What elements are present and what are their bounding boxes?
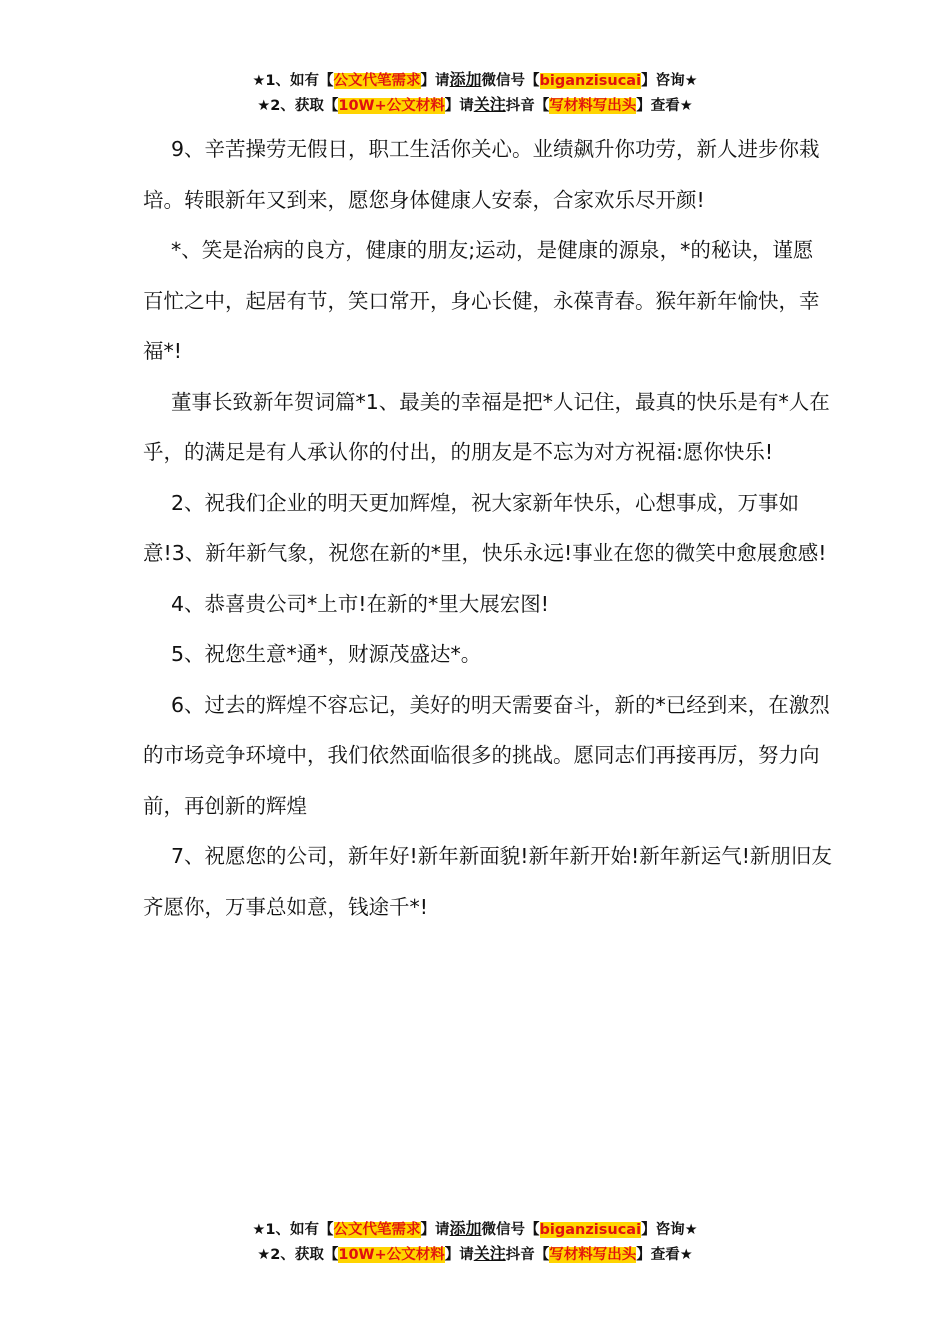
banner-highlight: 10W+公文材料 bbox=[338, 98, 445, 114]
banner-text: 2、获取【 bbox=[270, 1247, 339, 1263]
banner-text: 】咨询 bbox=[641, 1222, 685, 1238]
paragraph: 董事长致新年贺词篇*1、最美的幸福是把*人记住，最真的快乐是有*人在乎，的满足是有人承认你的付出，的朋友是不忘为对方祝福:愿你快乐! bbox=[143, 389, 830, 464]
star-icon: ★ bbox=[684, 1222, 698, 1238]
banner-line-1 bbox=[0, 68, 950, 93]
star-icon: ★ bbox=[684, 73, 698, 89]
banner-underline: 添加 bbox=[449, 70, 482, 89]
banner-text: 2、获取【 bbox=[270, 98, 339, 114]
header-banner bbox=[0, 68, 950, 118]
banner-highlight: 公文代笔需求 bbox=[333, 1222, 421, 1238]
paragraph: 9、辛苦操劳无假日，职工生活你关心。业绩飙升你功劳，新人进步你栽培。转眼新年又到来，愿您身体健康人安泰，合家欢乐尽开颜! bbox=[143, 137, 820, 212]
banner-highlight: 写材料写出头 bbox=[549, 98, 637, 114]
paragraph: 4、恭喜贵公司*上市!在新的*里大展宏图! bbox=[171, 591, 549, 616]
paragraph: 6、过去的辉煌不容忘记，美好的明天需要奋斗，新的*已经到来，在激烈的市场竞争环境中，我们依然面临很多的挑战。愿同志们再接再厉，努力向前，再创新的辉煌 bbox=[143, 692, 830, 818]
banner-text: 】请 bbox=[420, 1222, 450, 1238]
banner-text: 】请 bbox=[444, 98, 474, 114]
banner-line-2 bbox=[0, 1242, 950, 1267]
banner-text: 1、如有【 bbox=[265, 73, 334, 89]
star-icon: ★ bbox=[257, 1247, 271, 1263]
star-icon: ★ bbox=[679, 1247, 693, 1263]
banner-text: 】查看 bbox=[636, 98, 680, 114]
banner-line-1 bbox=[0, 1217, 950, 1242]
paragraph: 7、祝愿您的公司，新年好!新年新面貌!新年新开始!新年新运气!新朋旧友齐愿你，万事总如意，钱途千*! bbox=[143, 844, 832, 919]
banner-highlight: biganzisucai bbox=[539, 73, 642, 89]
document-body bbox=[143, 124, 833, 932]
banner-text: 抖音【 bbox=[505, 1247, 550, 1263]
banner-text: 微信号【 bbox=[481, 1222, 540, 1238]
banner-highlight: biganzisucai bbox=[539, 1222, 642, 1238]
banner-highlight: 10W+公文材料 bbox=[338, 1247, 445, 1263]
star-icon: ★ bbox=[257, 98, 271, 114]
banner-highlight: 写材料写出头 bbox=[549, 1247, 637, 1263]
star-icon: ★ bbox=[252, 73, 266, 89]
banner-text: 】请 bbox=[444, 1247, 474, 1263]
banner-underline: 关注 bbox=[473, 1244, 506, 1263]
banner-text: 】查看 bbox=[636, 1247, 680, 1263]
footer-banner bbox=[0, 1217, 950, 1267]
banner-line-2 bbox=[0, 93, 950, 118]
banner-text: 1、如有【 bbox=[265, 1222, 334, 1238]
star-icon: ★ bbox=[252, 1222, 266, 1238]
banner-highlight: 公文代笔需求 bbox=[333, 73, 421, 89]
banner-underline: 添加 bbox=[449, 1219, 482, 1238]
banner-text: 】咨询 bbox=[641, 73, 685, 89]
paragraph: *、笑是治病的良方，健康的朋友;运动，是健康的源泉，*的秘诀，谨愿百忙之中，起居有节，笑口常开，身心长健，永葆青春。猴年新年愉快，幸福*! bbox=[143, 238, 820, 363]
paragraph: 2、祝我们企业的明天更加辉煌，祝大家新年快乐，心想事成，万事如意!3、新年新气象，祝您在新的*里，快乐永远!事业在您的微笑中愈展愈感! bbox=[143, 490, 827, 565]
paragraph: 5、祝您生意*通*，财源茂盛达*。 bbox=[171, 642, 482, 666]
banner-text: 抖音【 bbox=[505, 98, 550, 114]
banner-text: 微信号【 bbox=[481, 73, 540, 89]
banner-underline: 关注 bbox=[473, 95, 506, 114]
star-icon: ★ bbox=[679, 98, 693, 114]
banner-text: 】请 bbox=[420, 73, 450, 89]
